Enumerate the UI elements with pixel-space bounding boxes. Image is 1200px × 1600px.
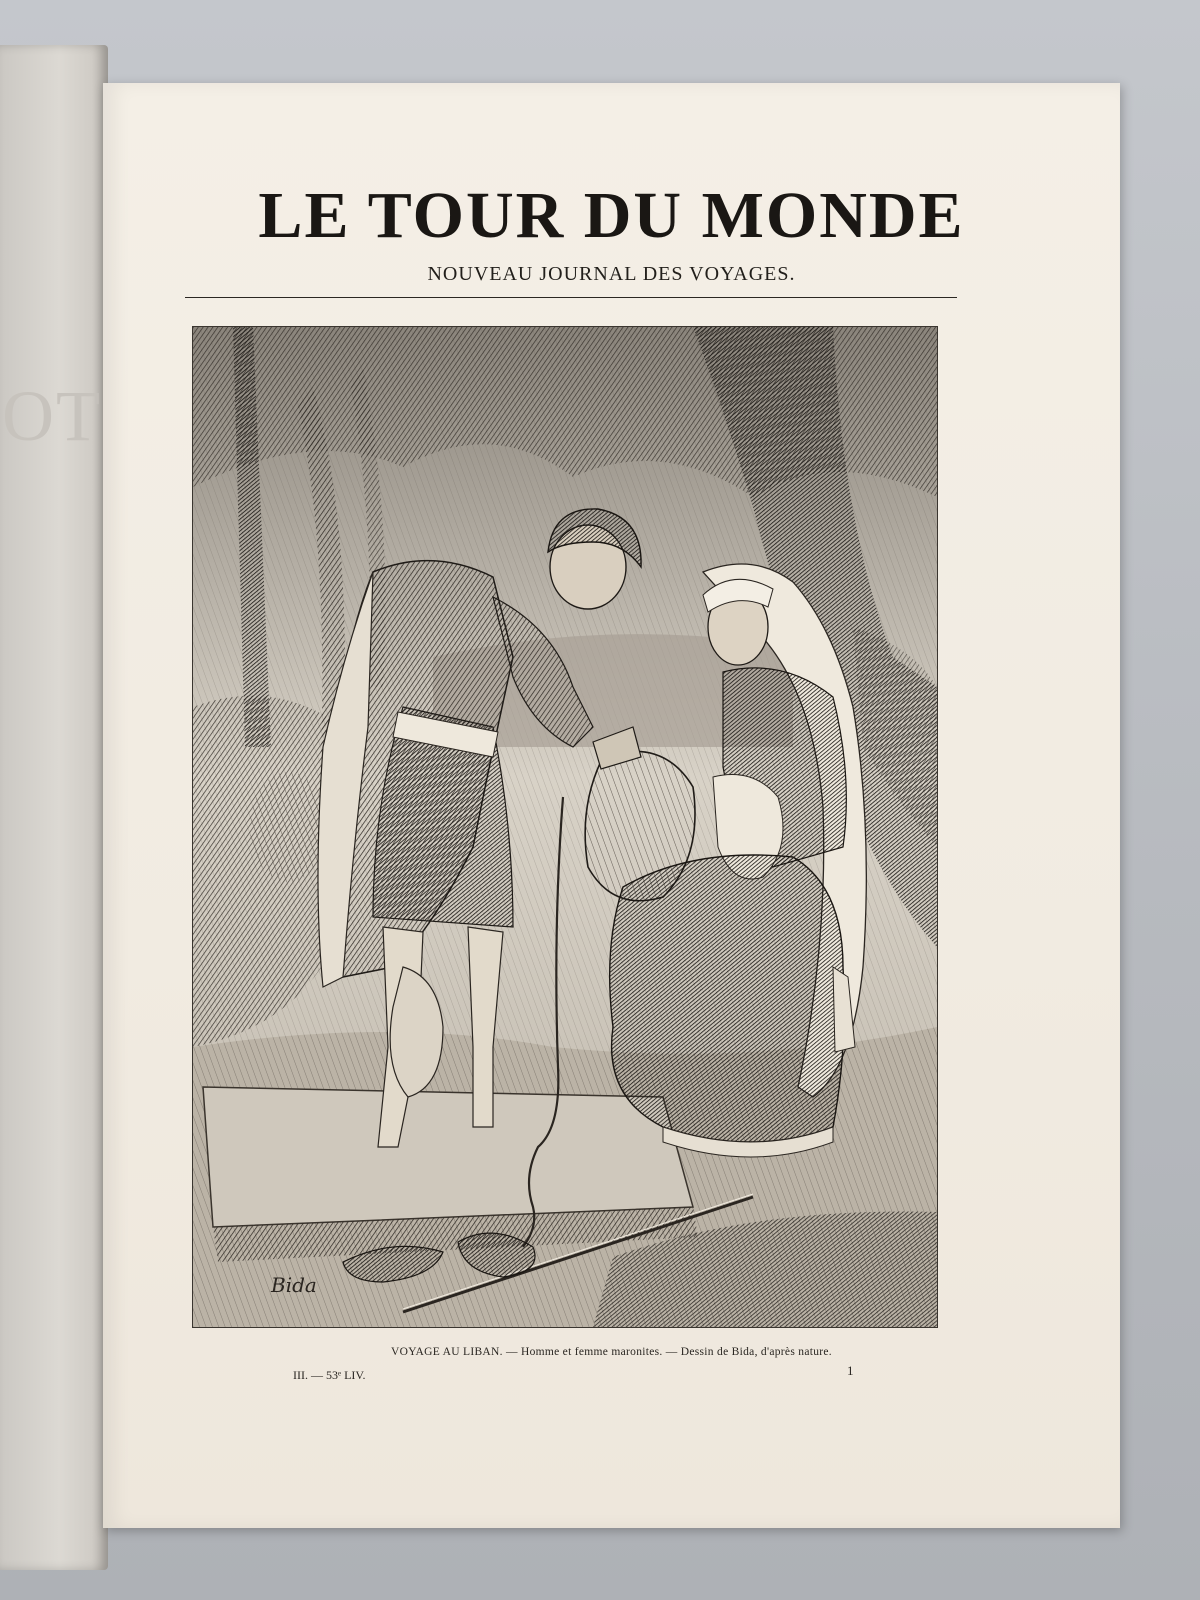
page-number: 1 — [847, 1363, 854, 1378]
journal-subtitle: NOUVEAU JOURNAL DES VOYAGES. — [427, 263, 796, 285]
engraving-illustration — [193, 327, 937, 1327]
left-page-edge — [0, 45, 108, 1570]
journal-title: LE TOUR DU MONDE — [258, 179, 965, 252]
volume-issue-label: III. — 53ᵉ LIV. — [293, 1368, 366, 1382]
title-rule — [185, 297, 957, 298]
engraving-plate — [192, 326, 938, 1328]
title-page — [103, 83, 1120, 1528]
plate-caption: VOYAGE AU LIBAN. — Homme et femme maronites. — Dessin de Bida, d'après nature. — [391, 1346, 832, 1358]
artist-signature: Bida — [271, 1273, 317, 1297]
left-page-ghost-text: OT — [2, 376, 102, 456]
